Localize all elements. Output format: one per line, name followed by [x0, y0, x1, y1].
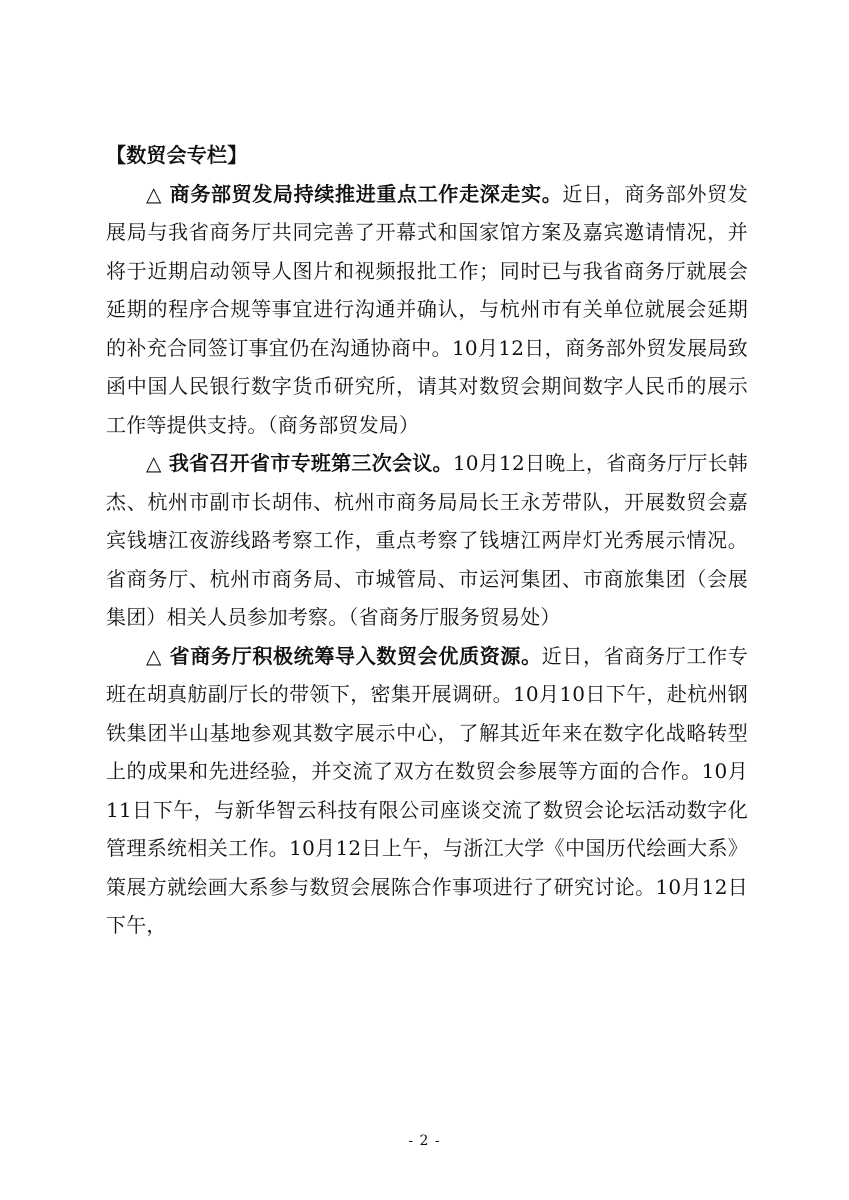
- paragraph-body: 近日，省商务厅工作专班在胡真舫副厅长的带领下，密集开展调研。10月10日下午，赴杭州钢铁集团半山基地参观其数字展示中心，了解其近年来在数字化战略转型上的成果和先进经验，并交流了双方在数贸会参展等方面的合作。10月11日下午，与新华智云科技有限公司座谈交流了数贸会论坛活动数字化管理系统相关工作。10月12日上午，与浙江大学《中国历代绘画大系》策展方就绘画大系参与数贸会展陈合作事项进行了研究讨论。10月12日下午，: [106, 643, 749, 937]
- news-paragraph-1: [106, 175, 748, 445]
- paragraph-body: 近日，商务部外贸发展局与我省商务厅共同完善了开幕式和国家馆方案及嘉宾邀请情况，并将于近期启动领导人图片和视频报批工作；同时已与我省商务厅就展会延期的程序合规等事宜进行沟通并确认，与杭州市有关单位就展会延期的补充合同签订事宜仍在沟通协商中。10月12日，商务部外贸发展局致函中国人民银行数字货币研究所，请其对数贸会期间数字人民币的展示工作等提供支持。（商务部贸发局）: [106, 181, 748, 437]
- news-paragraph-3: [106, 637, 748, 945]
- paragraph-body: 10月12日晚上，省商务厅厅长韩杰、杭州市副市长胡伟、杭州市商务局局长王永芳带队，开展数贸会嘉宾钱塘江夜游线路考察工作，重点考察了钱塘江两岸灯光秀展示情况。省商务厅、杭州市商务局、市城管局、市运河集团、市商旅集团（会展集团）相关人员参加考察。（省商务厅服务贸易处）: [106, 451, 748, 629]
- news-paragraph-2: [106, 444, 748, 637]
- paragraph-heading: △ 我省召开省市专班第三次会议。: [146, 451, 453, 475]
- column-title: 【数贸会专栏】: [106, 143, 248, 167]
- page-number: - 2 -: [408, 1133, 441, 1149]
- paragraph-heading: △ 商务部贸发局持续推进重点工作走深走实。: [146, 181, 563, 206]
- article-body: [106, 136, 748, 945]
- paragraph-heading: △ 省商务厅积极统筹导入数贸会优质资源。: [146, 643, 542, 668]
